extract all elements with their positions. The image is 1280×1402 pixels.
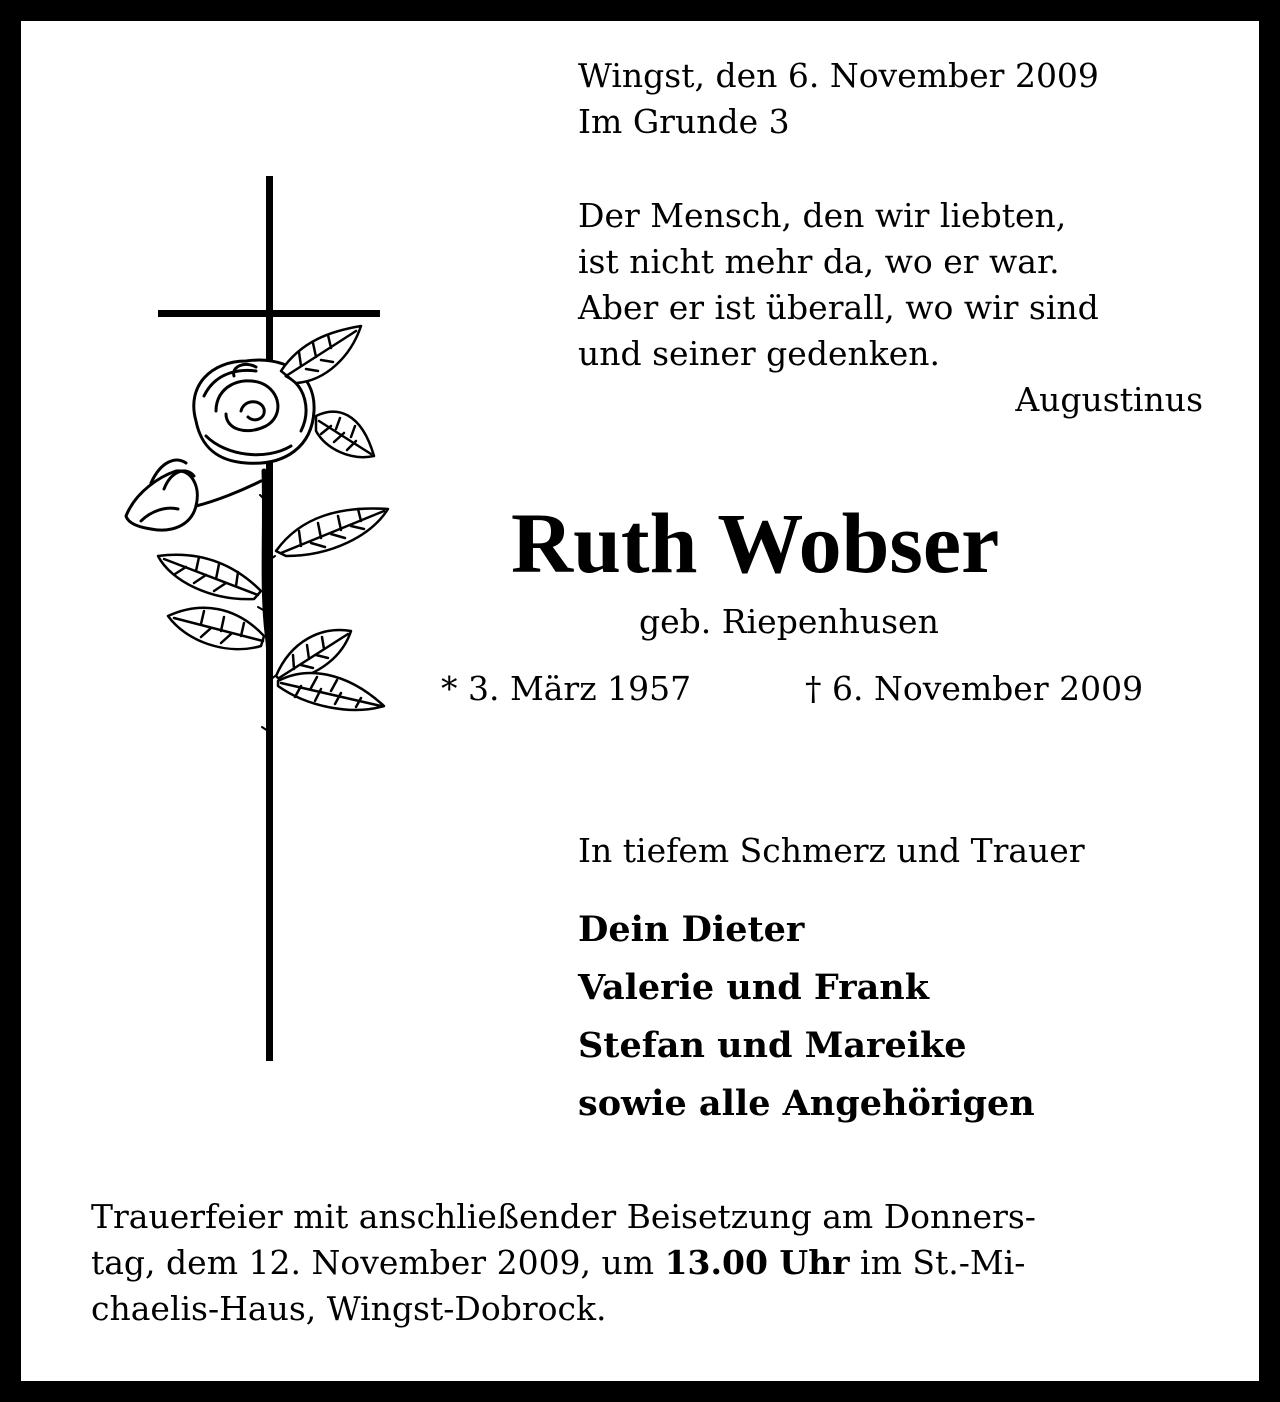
cross-with-rose-icon [116,171,396,1071]
mourner-name: Stefan und Mareike [578,1025,967,1066]
address: Im Grunde 3 [578,102,790,141]
funeral-line-1: Trauerfeier mit anschließender Beisetzung am Donners- [91,1197,1036,1236]
quote-line: und seiner gedenken. [578,334,941,373]
deceased-name: Ruth Wobser [511,495,1000,591]
place-date: Wingst, den 6. November 2009 [578,56,1099,95]
death-date: † 6. November 2009 [805,669,1144,708]
quote-block [578,193,1203,423]
funeral-text: tag, dem 12. November 2009, um [91,1243,665,1282]
funeral-line-2 [91,1240,1191,1286]
mourner-name: sowie alle Angehörigen [578,1083,1035,1124]
funeral-text: im St.-Mi- [849,1243,1026,1282]
rose-icon [126,326,388,761]
mourner-name: Dein Dieter [578,909,805,950]
mourning-intro: In tiefem Schmerz und Trauer [578,831,1085,870]
quote-line: ist nicht mehr da, wo er war. [578,242,1060,281]
mourner-name: Valerie und Frank [578,967,929,1008]
mourner-list [578,901,1035,1133]
funeral-line-3: chaelis-Haus, Wingst-Dobrock. [91,1289,607,1328]
funeral-info [91,1194,1191,1332]
birth-date: * 3. März 1957 [441,669,692,708]
quote-line: Aber er ist überall, wo wir sind [578,288,1099,327]
maiden-name: geb. Riepenhusen [639,602,939,641]
quote-line: Der Mensch, den wir liebten, [578,196,1067,235]
quote-author: Augustinus [1015,380,1203,419]
header-block [578,53,1099,145]
funeral-time: 13.00 Uhr [664,1243,850,1282]
